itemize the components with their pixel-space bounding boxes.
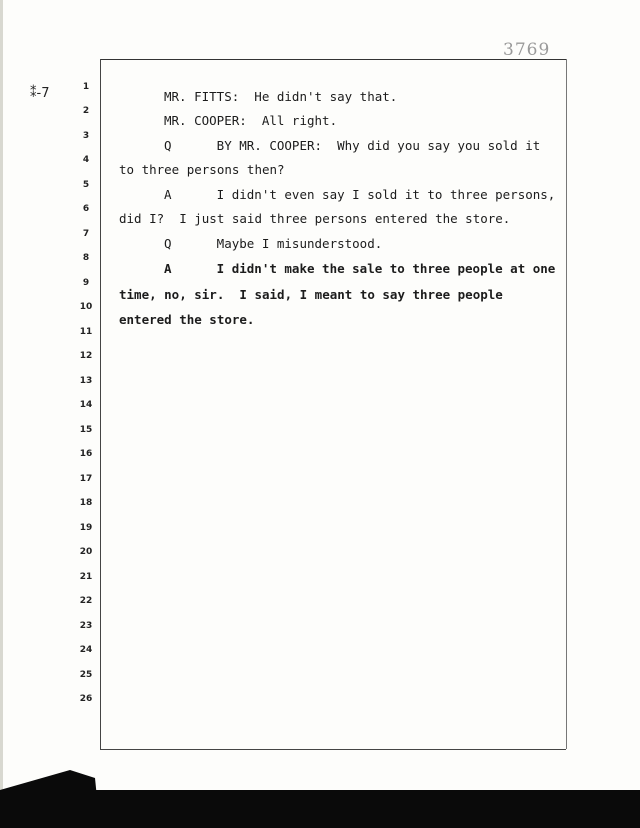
page-number: 3769 bbox=[503, 40, 551, 60]
transcript-line: entered the store. bbox=[119, 312, 255, 327]
line-number: 19 bbox=[79, 523, 93, 533]
transcript-line: Q BY MR. COOPER: Why did you say you sold it bbox=[164, 138, 541, 153]
line-number: 12 bbox=[79, 351, 93, 361]
frame-top-border bbox=[100, 59, 566, 60]
line-number: 10 bbox=[79, 302, 93, 312]
line-number: 20 bbox=[79, 547, 93, 557]
frame-left-border bbox=[100, 59, 101, 749]
line-number: 3 bbox=[82, 131, 90, 141]
transcript-line: MR. COOPER: All right. bbox=[164, 113, 338, 128]
line-number: 17 bbox=[79, 474, 93, 484]
line-number: 24 bbox=[79, 645, 93, 655]
margin-mark: ⁑-7 bbox=[30, 86, 50, 101]
line-number: 16 bbox=[79, 449, 93, 459]
transcript-line: MR. FITTS: He didn't say that. bbox=[164, 89, 398, 104]
line-number: 15 bbox=[79, 425, 93, 435]
line-number: 2 bbox=[82, 106, 90, 116]
line-number: 14 bbox=[79, 400, 93, 410]
line-number: 26 bbox=[79, 694, 93, 704]
line-number: 25 bbox=[79, 670, 93, 680]
transcript-line: A I didn't even say I sold it to three persons, bbox=[164, 187, 556, 202]
line-number: 4 bbox=[82, 155, 90, 165]
line-number: 13 bbox=[79, 376, 93, 386]
transcript-line: did I? I just said three persons entered the store. bbox=[119, 211, 511, 226]
line-number: 9 bbox=[82, 278, 90, 288]
transcript-line: Q Maybe I misunderstood. bbox=[164, 236, 383, 251]
transcript-line: time, no, sir. I said, I meant to say three people bbox=[119, 287, 503, 302]
line-number: 23 bbox=[79, 621, 93, 631]
frame-bottom-border bbox=[100, 749, 566, 750]
line-number: 1 bbox=[82, 82, 90, 92]
line-number: 22 bbox=[79, 596, 93, 606]
line-number: 11 bbox=[79, 327, 93, 337]
line-number: 6 bbox=[82, 204, 90, 214]
line-number: 7 bbox=[82, 229, 90, 239]
line-number: 18 bbox=[79, 498, 93, 508]
line-number: 21 bbox=[79, 572, 93, 582]
line-number: 8 bbox=[82, 253, 90, 263]
transcript-line: to three persons then? bbox=[119, 162, 285, 177]
line-number: 5 bbox=[82, 180, 90, 190]
scan-shadow-corner bbox=[0, 770, 100, 828]
frame-right-border bbox=[566, 59, 567, 749]
scan-edge bbox=[0, 0, 3, 828]
transcript-line: A I didn't make the sale to three people at one bbox=[164, 261, 556, 276]
